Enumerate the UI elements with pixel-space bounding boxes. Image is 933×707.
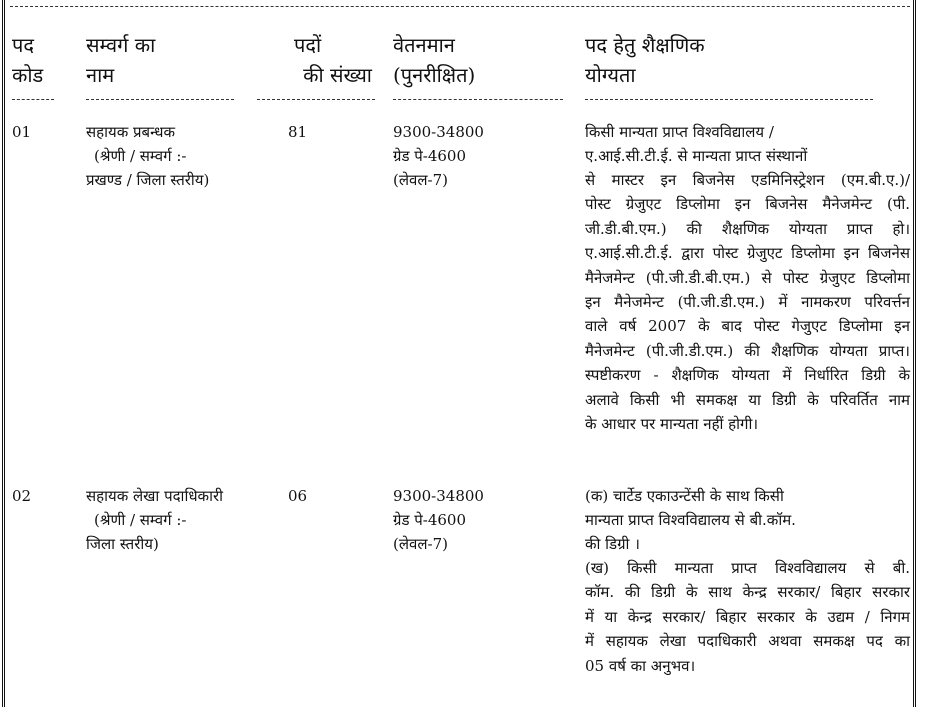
row-1-qual-line: वाले वर्ष 2007 के बाद पोस्ट गेजुएट डिप्लोमा इन: [585, 317, 910, 336]
row-1-cadre-line: सहायक प्रबन्धक: [86, 123, 175, 141]
row-1-qual-line: से मास्टर इन बिजनेस एडमिनिस्ट्रेशन (एम.बी.ए.)/: [585, 171, 910, 189]
row-2-qual-line: की डिग्री ।: [585, 535, 640, 553]
header-posts-line1: पदों: [294, 33, 322, 57]
row-1-cadre: [86, 120, 209, 192]
row-1-qual-line: अलावे किसी भी समकक्ष या डिग्री के परिवर्तित नाम: [585, 390, 910, 409]
row-2-cadre-line: सहायक लेखा पदाधिकारी: [86, 487, 223, 505]
row-1-qual-line: ए.आई.सी.टी.ई. द्वारा पोस्ट ग्रेजुएट डिप्लोमा इन बिजनेस: [585, 244, 910, 263]
header-qual: [585, 30, 705, 90]
header-pay-underline: [393, 99, 563, 100]
row-1-grade-pay: ग्रेड पे-4600: [393, 147, 467, 165]
header-cadre-line1: सम्वर्ग का: [86, 33, 156, 57]
row-2-cadre-line: (श्रेणी / सम्वर्ग :-: [94, 511, 187, 529]
row-2-qual-line: (क) चार्टेड एकाउन्टेंसी के साथ किसी: [585, 487, 784, 505]
row-2-grade-pay: ग्रेड पे-4600: [393, 511, 467, 529]
row-1-cadre-line: (श्रेणी / सम्वर्ग :-: [94, 147, 187, 165]
row-1-pay-scale: 9300-34800: [393, 123, 484, 141]
row-1-qual-line: मैनेजमेन्ट (पी.जी.डी.बी.एम.) से पोस्ट ग्रेजुएट डिप्लोमा: [585, 268, 910, 287]
header-qual-line1: पद हेतु शैक्षणिक: [585, 33, 705, 57]
row-1-qualification: [585, 120, 910, 436]
row-2-cadre: [86, 484, 223, 556]
row-1-qual-line: स्पष्टीकरण - शैक्षणिक योग्यता में निर्धारित डिग्री के: [585, 366, 910, 385]
row-2-qual-line: में या केन्द्र सरकार/ बिहार सरकार के उद्यम / निगम: [585, 607, 910, 626]
row-1-qual-line: के आधार पर मान्यता नहीं होगी।: [585, 415, 759, 434]
row-1-level: (लेवल-7): [393, 171, 448, 189]
row-1-qual-line: ए.आई.सी.टी.ई. से मान्यता प्राप्त संस्थानों: [585, 147, 808, 165]
row-2-level: (लेवल-7): [393, 535, 448, 553]
row-1-qual-line: पोस्ट ग्रेजुएट डिप्लोमा इन बिजनेस मैनेजमेन्ट (पी.: [585, 195, 910, 214]
header-posts: [280, 30, 372, 90]
row-2-posts: 06: [288, 487, 308, 505]
header-code: [12, 30, 43, 90]
row-1-code: 01: [12, 123, 32, 141]
row-1-posts: 81: [288, 123, 308, 141]
row-2-pay-scale: 9300-34800: [393, 487, 484, 505]
row-2-qual-line: मान्यता प्राप्त विश्वविद्यालय से बी.कॉम.: [585, 511, 796, 529]
top-dashed-rule: [10, 6, 910, 7]
row-2-qual-line: 05 वर्ष का अनुभव।: [585, 656, 696, 675]
row-2-qualification: [585, 484, 910, 678]
row-2-pay: [393, 484, 484, 556]
header-cadre-underline: [86, 99, 234, 100]
row-2-qual-line: (ख) किसी मान्यता प्राप्त विश्वविद्यालय से बी.: [585, 559, 910, 577]
header-pay-line2: (पुनरीक्षित): [393, 63, 476, 87]
row-2-cadre-line: जिला स्तरीय): [86, 535, 159, 553]
header-pay-line1: वेतनमान: [393, 33, 455, 57]
header-code-line2: कोड: [12, 63, 44, 87]
header-posts-line2: की संख्या: [303, 63, 372, 87]
header-code-line1: पद: [12, 33, 34, 57]
row-1-cadre-line: प्रखण्ड / जिला स्तरीय): [86, 171, 210, 189]
header-pay: [393, 30, 475, 90]
header-code-underline: [12, 99, 54, 100]
row-2-code: 02: [12, 487, 32, 505]
row-2-qual-line: में सहायक लेखा पदाधिकारी अथवा समकक्ष पद का: [585, 632, 910, 651]
row-1-pay: [393, 120, 484, 192]
header-qual-line2: योग्यता: [585, 63, 636, 87]
header-qual-underline: [585, 99, 873, 100]
header-cadre: [86, 30, 155, 90]
row-1-qual-line: मैनेजमेन्ट (पी.जी.डी.एम.) की शैक्षणिक योग्यता प्राप्त।: [585, 341, 910, 360]
header-cadre-line2: नाम: [86, 63, 115, 87]
row-1-qual-line: किसी मान्यता प्राप्त विश्वविद्यालय /: [585, 123, 774, 141]
header-posts-underline: [257, 99, 375, 100]
row-2-qual-line: कॉम. की डिग्री के साथ केन्द्र सरकार/ बिहार सरकार: [585, 583, 910, 602]
row-1-qual-line: जी.डी.बी.एम.) की शैक्षणिक योग्यता प्राप्त हो।: [585, 219, 910, 238]
row-1-qual-line: इन मैनेजमेन्ट (पी.जी.डी.एम.) में नामकरण परिवर्त्तन: [585, 293, 910, 312]
